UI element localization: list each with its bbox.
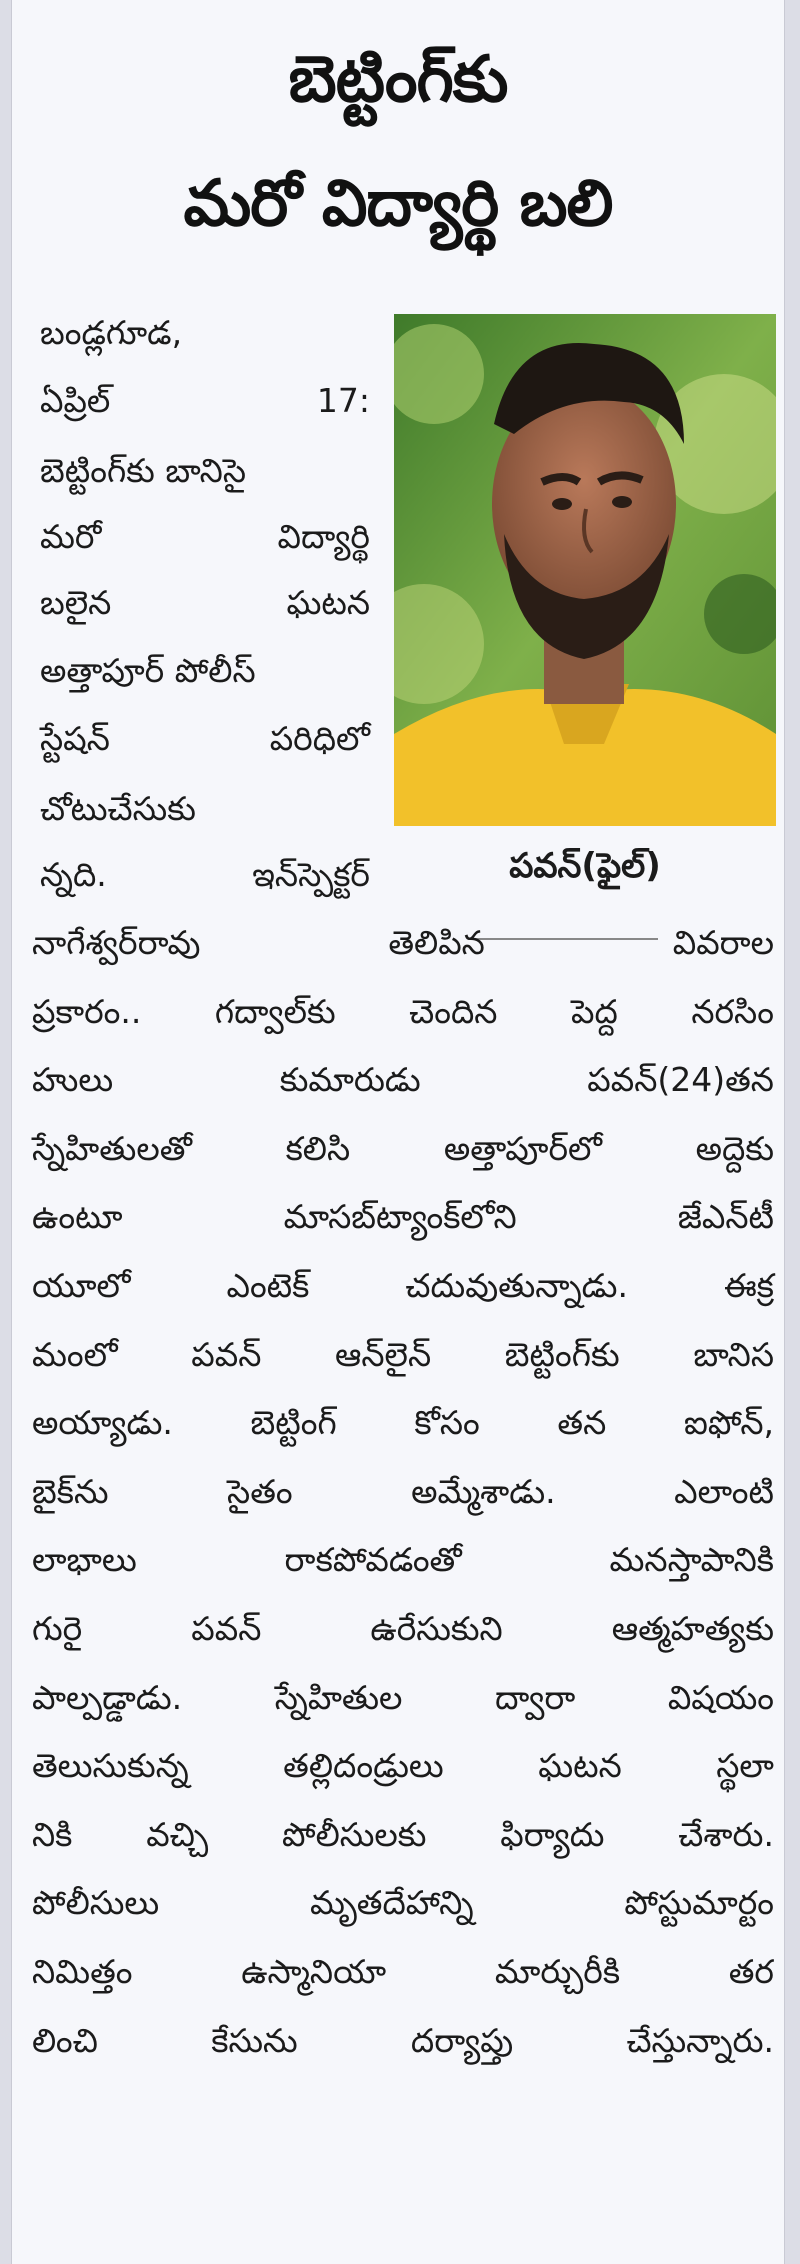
- article-word: లించి: [32, 2021, 98, 2060]
- portrait-illustration: [394, 314, 776, 826]
- article-line: [32, 1815, 774, 1854]
- article-word: ప్రకారం..: [32, 992, 142, 1031]
- article-line: [40, 789, 370, 828]
- article-word: స్టేషన్‌: [40, 719, 110, 758]
- article-word: పవన్‌(24)తన: [587, 1060, 774, 1099]
- article-word: దర్యాప్తు: [410, 2021, 514, 2060]
- article-word: పవన్‌: [191, 1609, 262, 1648]
- article-word: స్నేహితుల: [274, 1678, 403, 1717]
- article-word: మరో: [40, 517, 102, 556]
- article-word: ఘటన: [286, 583, 370, 622]
- article-word: నిమిత్తం: [32, 1952, 133, 1991]
- article-line: [40, 855, 370, 894]
- article-word: న్నది.: [40, 855, 107, 894]
- article-line: [40, 517, 370, 556]
- article-word: ఐఫోన్‌,: [683, 1403, 774, 1442]
- article-line: [32, 1060, 774, 1099]
- article-word: పెద్ద: [571, 992, 618, 1031]
- article-word: ఆన్‌లైన్‌: [335, 1335, 432, 1374]
- article-word: హులు: [32, 1060, 114, 1099]
- article-word: ఎంటెక్‌: [226, 1266, 310, 1305]
- article-line: [32, 1472, 774, 1511]
- article-word: తెలిపిన: [388, 923, 485, 962]
- article-line: [32, 1335, 774, 1374]
- article-word: కోసం: [414, 1403, 480, 1442]
- article-word: అత్తాపూర్‌లో: [443, 1129, 602, 1168]
- article-word: జేఎన్‌టీ: [677, 1197, 774, 1236]
- article-word: కుమారుడు: [279, 1060, 421, 1099]
- article-word: బలైన: [40, 583, 112, 622]
- article-word: తల్లిదండ్రులు: [283, 1746, 444, 1785]
- article-word: చదువుతున్నాడు.: [405, 1266, 628, 1305]
- article-word: విద్యార్థి: [277, 517, 370, 556]
- article-line: [32, 1883, 774, 1922]
- article-word: ఉంటూ: [32, 1197, 123, 1236]
- article-line: [32, 1129, 774, 1168]
- article-word: ఉస్మానియా: [241, 1952, 387, 1991]
- headline-line-1: బెట్టింగ్‌కు: [288, 43, 508, 117]
- article-word: బండ్లగూడ,: [40, 313, 183, 352]
- article-word: గురై: [32, 1609, 83, 1648]
- article-word: ఉరేసుకుని: [370, 1609, 503, 1648]
- article-word: లాభాలు: [32, 1540, 137, 1579]
- article-word: ఏప్రిల్‌: [40, 381, 111, 420]
- article-word: చేస్తున్నారు.: [626, 2021, 774, 2060]
- article-line: [32, 992, 774, 1031]
- article-word: పోలీసులకు: [282, 1815, 427, 1854]
- article-word: అయ్యాడు.: [32, 1403, 173, 1442]
- article-word: తర: [728, 1952, 774, 1991]
- article-word: తన: [557, 1403, 607, 1442]
- article-word: చేశారు.: [678, 1815, 774, 1854]
- article-word: స్నేహితులతో: [32, 1129, 192, 1168]
- article-word: గద్వాల్‌కు: [214, 992, 336, 1031]
- article-line: [32, 1609, 774, 1648]
- news-clipping: [12, 0, 784, 2264]
- article-word: అద్దెకు: [695, 1129, 774, 1168]
- person-photo: [394, 314, 776, 826]
- article-word: విషయం: [667, 1678, 774, 1717]
- article-line: [32, 1197, 774, 1236]
- article-line: [32, 2021, 774, 2060]
- article-word: ఎలాంటి: [674, 1472, 774, 1511]
- article-word: పాల్పడ్డాడు.: [32, 1678, 183, 1717]
- article-line: [40, 381, 370, 420]
- article-word: పరిధిలో: [269, 719, 370, 758]
- article-word: వివరాల: [672, 923, 774, 962]
- article-line: [32, 923, 774, 962]
- article-word: ఇన్‌స్పెక్టర్‌: [252, 855, 370, 894]
- article-word: అత్తాపూర్‌ పోలీస్‌: [40, 651, 256, 690]
- article-word: పోస్టుమార్టం: [624, 1883, 774, 1922]
- article-word: నరసిం: [691, 992, 774, 1031]
- article-line: [40, 451, 370, 490]
- article-word: తెలుసుకున్న: [32, 1746, 189, 1785]
- article-line: [40, 313, 370, 352]
- article-word: చెందిన: [409, 992, 498, 1031]
- article-word: రాకపోవడంతో: [284, 1540, 462, 1579]
- article-word: మంలో: [32, 1335, 118, 1374]
- article-word: మాసబ్‌ట్యాంక్‌లోని: [283, 1197, 517, 1236]
- article-word: నాగేశ్వర్‌రావు: [32, 923, 201, 962]
- article-word: ఈక్ర: [723, 1266, 774, 1305]
- photo-caption: పవన్‌(ఫైల్‌): [509, 846, 661, 886]
- article-word: కలిసి: [285, 1129, 351, 1168]
- article-word: కేసును: [211, 2021, 298, 2060]
- article-line: [32, 1540, 774, 1579]
- article-line: [32, 1266, 774, 1305]
- article-word: నికి: [32, 1815, 73, 1854]
- article-word: సైతం: [227, 1472, 293, 1511]
- article-word: బానిస: [693, 1335, 774, 1374]
- article-line: [40, 719, 370, 758]
- headline-line-2: మరో విద్యార్థి బలి: [183, 167, 613, 241]
- article-word: స్థలా: [716, 1746, 774, 1785]
- article-line: [40, 583, 370, 622]
- article-word: అమ్మేశాడు.: [411, 1472, 556, 1511]
- article-word: ఫిర్యాదు: [500, 1815, 605, 1854]
- article-word: చోటుచేసుకు: [40, 789, 196, 828]
- article-line: [32, 1746, 774, 1785]
- article-word: మృతదేహాన్ని: [309, 1883, 474, 1922]
- article-word: మార్చురీకి: [494, 1952, 621, 1991]
- article-word: యూలో: [32, 1266, 131, 1305]
- article-word: వచ్చి: [146, 1815, 209, 1854]
- article-word: 17:: [316, 381, 370, 420]
- article-word: మనస్తాపానికి: [609, 1540, 774, 1579]
- article-word: బెట్టింగ్‌: [250, 1403, 337, 1442]
- article-word: ద్వారా: [494, 1678, 576, 1717]
- article-word: పవన్‌: [191, 1335, 262, 1374]
- article-word: బెట్టింగ్‌కు బానిసై: [40, 451, 247, 490]
- article-line: [40, 651, 370, 690]
- article-line: [32, 1952, 774, 1991]
- article-line: [32, 1403, 774, 1442]
- article-word: బెట్టింగ్‌కు: [504, 1335, 620, 1374]
- article-word: పోలీసులు: [32, 1883, 160, 1922]
- article-word: ఘటన: [538, 1746, 622, 1785]
- article-word: ఆత్మహత్యకు: [611, 1609, 774, 1648]
- article-word: బైక్‌ను: [32, 1472, 109, 1511]
- article-line: [32, 1678, 774, 1717]
